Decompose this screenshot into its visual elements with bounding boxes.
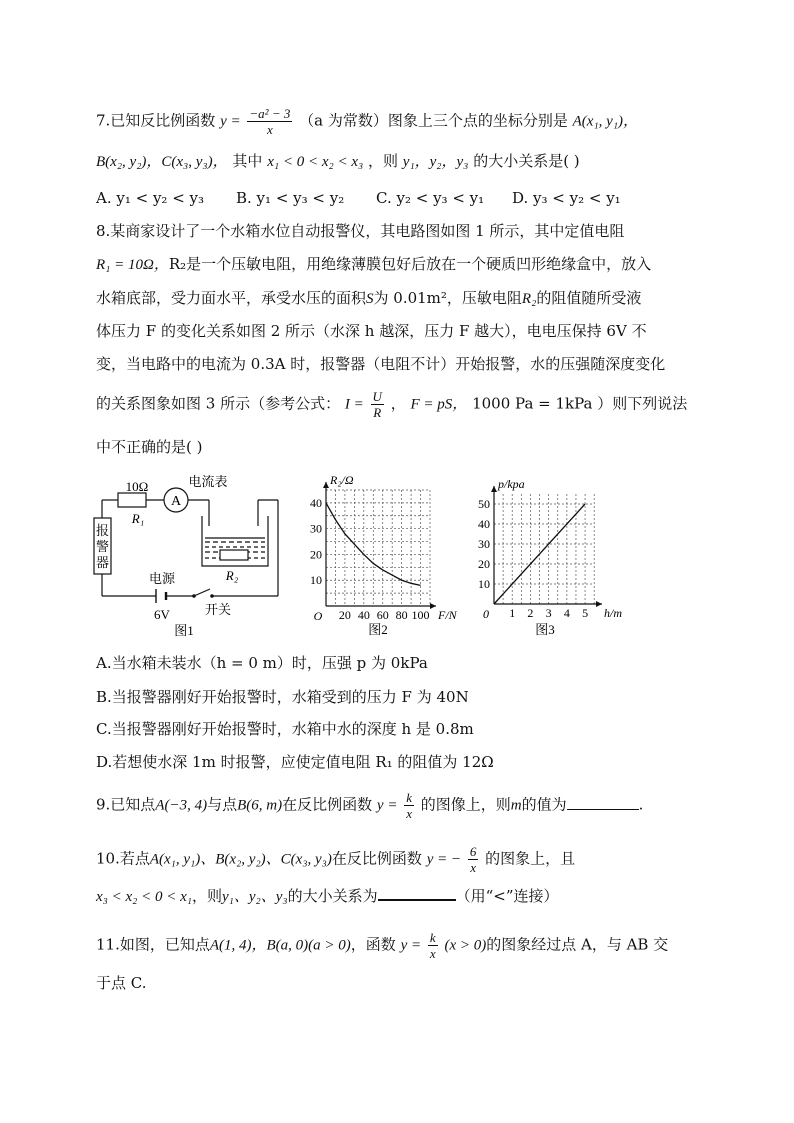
r1-resistor — [118, 493, 146, 507]
x-axis-label: h/m — [604, 606, 622, 620]
q10-fraction: $\frac{6}{x}$ — [469, 844, 477, 875]
chart-caption: 图3 — [535, 622, 555, 637]
q7-line1: 7.已知反比例函数 y = $\frac{\text{−a² − 3}}{x}$ （a 为常数）图象上三个点的坐标分别是 A(x₁, y₁)， — [96, 106, 639, 137]
x-tick-label-4: 100 — [411, 608, 430, 622]
q7-option-d: D. y₃ < y₂ < y₁ — [512, 189, 621, 207]
q8-line4: 体压力 F 的变化关系如图 2 所示（水深 h 越深，压力 F 越大），电电压保持 6V 不 — [96, 322, 647, 340]
r1-value-label: 10Ω — [125, 479, 149, 494]
y-axis-label: R₂/Ω — [330, 473, 354, 487]
y-tick-label-0: 10 — [478, 577, 490, 591]
q8-option-c: C.当报警器刚好开始报警时，水箱中水的深度 h 是 0.8m — [96, 720, 474, 738]
q8-option-a: A.当水箱未装水（h = 0 m）时，压强 p 为 0kPa — [96, 654, 428, 672]
x-tick-label-3: 80 — [395, 608, 408, 622]
q9-line: 9.已知点A(−3, 4)与点B(6, m)在反比例函数 y = $\frac{k}{x}$ 的图像上，则m的值为 . — [96, 790, 644, 821]
y-tick-label-3: 40 — [310, 495, 322, 510]
r1-label: R₁ — [131, 511, 145, 526]
x-tick-label-2: 60 — [376, 608, 389, 622]
alarm-char-1: 报 — [95, 523, 110, 538]
q7-fraction: $\frac{\text{−a² − 3}}{x}$ — [249, 106, 291, 137]
q7-option-c: C. y₂ < y₃ < y₁ — [376, 189, 485, 207]
fig1-caption: 图1 — [174, 623, 194, 638]
voltage-label: 6V — [154, 607, 170, 622]
ammeter-letter: A — [170, 494, 182, 509]
x-tick-label-3: 4 — [563, 606, 570, 620]
q7-line2: B(x₂, y₂)，C(x₃, y₃)， 其中 x₁ < 0 < x₂ < x₃ ，则 y₁，y₂，y₃ 的大小关系是( ) — [96, 152, 580, 170]
x-axis-arrow-icon — [596, 601, 602, 607]
q8-line3: 水箱底部，受力面水平，承受水压的面积S为 0.01m²，压敏电阻R₂的阻值随所受液 — [96, 289, 642, 307]
source-label: 电源 — [148, 571, 176, 586]
q11-line1: 11.如图，已知点A(1, 4)，B(a, 0)(a > 0)，函数 y = $\frac{k}{x}$ (x > 0)的图象经过点 A，与 AB 交 — [96, 930, 669, 961]
q10-answer-blank[interactable] — [378, 885, 456, 901]
y-tick-label-3: 40 — [478, 517, 490, 531]
x-tick-label-1: 2 — [527, 606, 534, 620]
q8-line5: 变，当电路中的电流为 0.3A 时，报警器（电阻不计）开始报警，水的压强随深度变化 — [96, 355, 666, 373]
q8-option-d: D.若想使水深 1m 时报警，应使定值电阻 R₁ 的阻值为 12Ω — [96, 753, 494, 771]
y-tick-label-1: 20 — [310, 547, 322, 562]
fig2-chart — [300, 466, 472, 644]
q8-line1: 8.某商家设计了一个水箱水位自动报警仪，其电路图如图 1 所示，其中定值电阻 — [96, 222, 625, 240]
q8-option-b: B.当报警器刚好开始报警时，水箱受到的压力 F 为 40N — [96, 688, 469, 706]
r2-sensor — [220, 550, 248, 560]
y-axis-arrow-icon — [491, 486, 497, 492]
x-tick-label-2: 3 — [545, 606, 552, 620]
switch-label: 开关 — [204, 602, 232, 617]
q8-line2: R₁ = 10Ω，R₂是一个压敏电阻，用绝缘薄膜包好后放在一个硬质凹形绝缘盒中，放入 — [96, 255, 652, 273]
x-axis-arrow-icon — [430, 603, 436, 609]
x-tick-label-0: 1 — [509, 606, 516, 620]
x-axis-label: F/N — [438, 608, 457, 622]
x-tick-label-0: 20 — [338, 608, 351, 622]
y-tick-label-4: 50 — [478, 497, 490, 511]
q10-line1: 10.若点A(x₁, y₁)、B(x₂, y₂)、C(x₃, y₃)在反比例函数 y = − $\frac{6}{x}$ 的图象上，且 — [96, 844, 576, 875]
alarm-char-3: 器 — [95, 555, 110, 570]
q7-option-a: A. y₁ < y₂ < y₃ — [96, 189, 205, 207]
y-axis-label: p/kpa — [498, 477, 525, 491]
q8-line6: 的关系图象如图 3 所示（参考公式： I = $\frac{U}{R}$ ， F = pS， 1000 Pa = 1kPa ）则下列说法 — [96, 389, 688, 420]
y-axis-arrow-icon — [323, 482, 329, 488]
x-tick-label-1: 40 — [357, 608, 370, 622]
y-tick-label-2: 30 — [310, 521, 322, 536]
q11-line2: 于点 C. — [96, 974, 147, 992]
origin-label: 0 — [483, 607, 489, 621]
y-tick-label-1: 20 — [478, 557, 490, 571]
q7-option-b: B. y₁ < y₃ < y₂ — [236, 189, 345, 207]
origin-label: O — [313, 609, 323, 623]
q8-line7: 中不正确的是( ) — [96, 438, 203, 456]
q11-fraction: $\frac{k}{x}$ — [429, 930, 436, 961]
y-tick-label-2: 30 — [478, 537, 490, 551]
q8-ohm-fraction: $\frac{U}{R}$ — [372, 389, 382, 420]
ammeter-label: 电流表 — [188, 474, 228, 489]
alarm-char-2: 警 — [95, 539, 110, 554]
q9-answer-blank[interactable] — [567, 795, 639, 810]
fig1-circuit-diagram — [92, 468, 292, 644]
fig3-chart — [478, 458, 622, 644]
q9-fraction: $\frac{k}{x}$ — [406, 790, 412, 821]
x-tick-label-4: 5 — [582, 606, 589, 620]
q10-line2: x₃ < x₂ < 0 < x₁，则y₁、y₂、y₃的大小关系为 （用“<”连接） — [96, 887, 559, 905]
y-tick-label-0: 10 — [310, 573, 322, 588]
r2-label: R₂ — [225, 568, 239, 583]
chart-caption: 图2 — [368, 622, 388, 637]
